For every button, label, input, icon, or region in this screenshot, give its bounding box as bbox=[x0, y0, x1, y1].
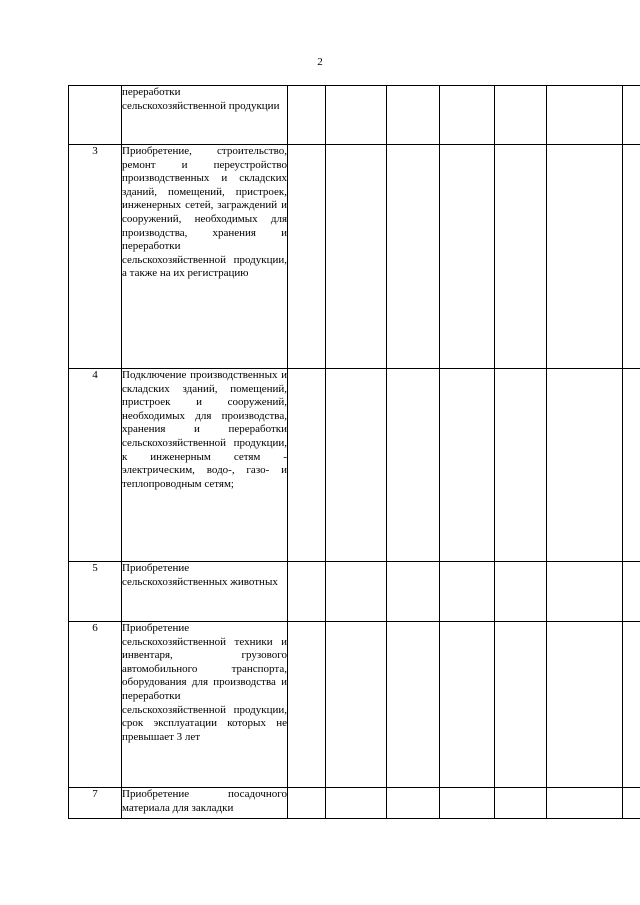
empty-cell bbox=[288, 86, 326, 145]
row-text-cell bbox=[122, 86, 288, 145]
empty-cell bbox=[623, 562, 640, 622]
row-text-cell bbox=[122, 562, 288, 622]
row-number-cell bbox=[69, 788, 122, 819]
empty-cell bbox=[326, 622, 387, 788]
row-text-cell bbox=[122, 622, 288, 788]
empty-cell bbox=[547, 86, 623, 145]
empty-cell bbox=[387, 86, 440, 145]
empty-cell bbox=[495, 86, 547, 145]
empty-cell bbox=[495, 145, 547, 369]
row-text-cell bbox=[122, 369, 288, 562]
empty-cell bbox=[326, 562, 387, 622]
empty-cell bbox=[440, 562, 495, 622]
empty-cell bbox=[440, 145, 495, 369]
row-number-cell bbox=[69, 369, 122, 562]
table-row bbox=[69, 622, 640, 788]
empty-cell bbox=[326, 145, 387, 369]
row-number: 6 bbox=[92, 622, 98, 634]
table-row bbox=[69, 145, 640, 369]
empty-cell bbox=[623, 145, 640, 369]
empty-cell bbox=[547, 788, 623, 819]
empty-cell bbox=[387, 369, 440, 562]
empty-cell bbox=[623, 369, 640, 562]
row-text: Приобретение, строительство, ремонт и переустройство производственных и складских зданий, помещений, пристроек, инженерных сетей, заграждений и сооружений, необходимых для производства, хранения и переработки сельскохозяйственной продукции, а также на их регистрацию bbox=[122, 145, 287, 280]
row-number-cell bbox=[69, 145, 122, 369]
empty-cell bbox=[326, 86, 387, 145]
empty-cell bbox=[288, 369, 326, 562]
row-text-cell bbox=[122, 145, 288, 369]
row-number-cell bbox=[69, 562, 122, 622]
row-number: 5 bbox=[92, 562, 98, 574]
empty-cell bbox=[387, 562, 440, 622]
empty-cell bbox=[288, 622, 326, 788]
empty-cell bbox=[547, 622, 623, 788]
row-number: 3 bbox=[92, 145, 98, 157]
empty-cell bbox=[288, 788, 326, 819]
row-text: Приобретение сельскохозяйственной техники и инвентаря, грузового автомобильного транспорта, оборудования для производства и переработки сельскохозяйственной продукции, срок эксплуатации которых не превышает 3 лет bbox=[122, 622, 287, 743]
row-number-cell bbox=[69, 86, 122, 145]
empty-cell bbox=[288, 145, 326, 369]
empty-cell bbox=[326, 369, 387, 562]
empty-cell bbox=[387, 622, 440, 788]
expense-table bbox=[68, 85, 640, 819]
table-row bbox=[69, 562, 640, 622]
empty-cell bbox=[547, 145, 623, 369]
row-number: 7 bbox=[92, 788, 98, 800]
table-row bbox=[69, 86, 640, 145]
empty-cell bbox=[623, 788, 640, 819]
empty-cell bbox=[440, 788, 495, 819]
table-row bbox=[69, 369, 640, 562]
row-text-cell bbox=[122, 788, 288, 819]
row-text: Подключение производственных и складских зданий, помещений, пристроек и сооружений, необходимых для производства, хранения и переработки сельскохозяйственной продукции, к инженерным сетям - электрическим, водо-, газо- и теплопроводным сетям; bbox=[122, 369, 287, 490]
empty-cell bbox=[387, 788, 440, 819]
empty-cell bbox=[547, 369, 623, 562]
empty-cell bbox=[387, 145, 440, 369]
empty-cell bbox=[495, 622, 547, 788]
page-number: 2 bbox=[317, 56, 323, 68]
row-text: Приобретение сельскохозяйственных животных bbox=[122, 562, 278, 588]
empty-cell bbox=[326, 788, 387, 819]
empty-cell bbox=[440, 622, 495, 788]
empty-cell bbox=[495, 369, 547, 562]
empty-cell bbox=[495, 562, 547, 622]
row-text: Приобретение посадочного материала для закладки bbox=[122, 788, 287, 814]
row-number-cell bbox=[69, 622, 122, 788]
row-number: 4 bbox=[92, 369, 98, 381]
empty-cell bbox=[495, 788, 547, 819]
empty-cell bbox=[547, 562, 623, 622]
row-text: переработки сельскохозяйственной продукции bbox=[122, 86, 280, 112]
empty-cell bbox=[440, 86, 495, 145]
empty-cell bbox=[623, 86, 640, 145]
empty-cell bbox=[288, 562, 326, 622]
empty-cell bbox=[623, 622, 640, 788]
empty-cell bbox=[440, 369, 495, 562]
table-row bbox=[69, 788, 640, 819]
